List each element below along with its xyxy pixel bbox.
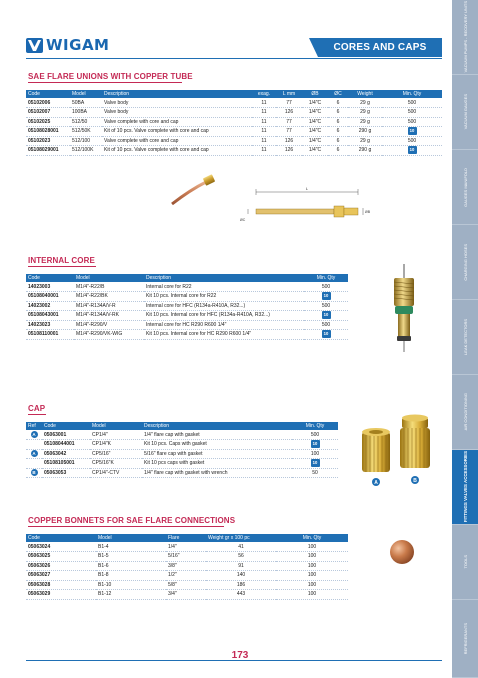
copper-bonnet-photo [384, 534, 420, 570]
col-code: Code [26, 90, 70, 98]
ref-a-label: A [374, 480, 378, 486]
cap-a-image [362, 428, 390, 472]
sidebar-item-air-conditioning[interactable] [452, 375, 478, 450]
table-row: 05102025 512/50 Valve complete with core and cap 11 77 1/4"C 6 29 g 500 [26, 117, 442, 127]
section-rule [28, 414, 46, 415]
section-rule [28, 82, 182, 83]
table-row: 05108043001 M1/4"-R134A/V-RK Kit 10 pcs. Internal core for HFC (R134a-R410A, R32...) 10 [26, 311, 348, 321]
valve-drawing [238, 180, 388, 240]
internal-core-title: INTERNAL CORE [28, 256, 95, 265]
col-length: L mm [276, 90, 302, 98]
kit-qty-badge: 10 [322, 330, 331, 338]
sidebar-item-charging-hoses[interactable] [452, 225, 478, 300]
page-title: CORES AND CAPS [318, 38, 442, 57]
table-row: 14023002 M1/4"-R134A/V-R Internal core for HFC (R134a-R410A, R32...) 500 [26, 301, 348, 311]
section-rule [28, 266, 96, 267]
col-min-qty: Min. Qty [292, 422, 338, 430]
table-header-row [26, 274, 348, 282]
kit-qty-badge: 10 [408, 146, 417, 154]
ref-badge: A [32, 432, 36, 437]
col-min-qty: Min. Qty [304, 274, 348, 282]
table-row: 05102007 100BA Valve body 11 126 1/4"C 6 29 g 500 [26, 108, 442, 118]
table-row: A 05063042 CP5/16" 5/16" flare cap with gasket 100 [26, 449, 338, 459]
table-header-row [26, 422, 338, 430]
col-min-qty: Min. Qty [382, 90, 442, 98]
table-row: 05102006 50BA Valve body 11 77 1/4"C 6 29 g 500 [26, 98, 442, 108]
valve-core-photo [384, 262, 424, 354]
table-row: 14023023 M1/4"-R290/V Internal core for HC R290 R600 1/4" 500 [26, 320, 348, 330]
col-diam-c: ØC [328, 90, 348, 98]
sidebar-item-label: VACUUM PUMPS - RECOVERY UNITS [462, 1, 468, 73]
kit-qty-badge: 10 [408, 127, 417, 135]
col-diam-b: ØB [302, 90, 328, 98]
col-exag: exag. [252, 90, 276, 98]
sidebar-item-label: TOOLS [462, 555, 468, 569]
kit-qty-badge: 10 [322, 311, 331, 319]
wigam-logo-icon [26, 38, 43, 53]
brand-name: WIGAM [46, 36, 110, 54]
col-model: Model [74, 274, 144, 282]
col-code: Code [26, 534, 96, 542]
bonnets-table [26, 534, 348, 600]
cap-table [26, 422, 338, 478]
col-description: Description [144, 274, 304, 282]
sidebar-item-fittings[interactable] [452, 450, 478, 525]
internal-core-table [26, 274, 348, 340]
drawing-nut [334, 206, 344, 217]
copper-bonnet [390, 540, 414, 564]
table-row: 14023003 M1/4"-R22/B Internal core for R22 500 [26, 282, 348, 292]
header-divider [26, 58, 442, 59]
drawing-valve-body [344, 208, 358, 215]
table-row: A 05063001 CP1/4" 1/4" flare cap with gasket 500 [26, 430, 338, 440]
table-row: 05063026 B1-6 3/8" 91 100 [26, 561, 348, 571]
table-row: 05108028001 512/50K Kit of 10 pcs. Valve complete with core and cap 11 77 1/4"C 6 290 g 10 [26, 127, 442, 137]
sidebar-item-label: FITTINGS VALVES ACCESSORIES [462, 451, 468, 523]
sidebar-item-label: REFRIGERANTS [462, 622, 468, 655]
col-weight: Weight gr x 100 pc [206, 534, 276, 542]
table-row: 05102023 512/100 Valve complete with core and cap 11 126 1/4"C 6 29 g 500 [26, 136, 442, 146]
col-flare: Flare [166, 534, 206, 542]
col-min-qty: Min. Qty [276, 534, 348, 542]
kit-qty-badge: 10 [311, 440, 320, 448]
table-row: 05063025 B1-5 5/16" 56 100 [26, 552, 348, 562]
sae-unions-table [26, 90, 442, 156]
drawing-tube [256, 209, 334, 214]
col-code: Code [42, 422, 90, 430]
table-row: 05063027 B1-8 1/2" 140 100 [26, 571, 348, 581]
copper-tube-photo [170, 174, 218, 206]
sidebar-item-label: VACUUM GAUGES [462, 94, 468, 130]
core-lower-body [398, 314, 410, 336]
sidebar-item-label: GAUGES MANIFOLD [462, 167, 468, 207]
table-row: 05108105001 CP5/16"K Kit 10 pcs caps with gasket 10 [26, 459, 338, 469]
sidebar-item-refrigerants[interactable] [452, 600, 478, 678]
table-row: 05108029001 512/100K Kit of 10 pcs. Valve complete with core and cap 11 126 1/4"C 6 290 g 10 [26, 146, 442, 156]
sidebar-item-label: AIR CONDITIONING [462, 393, 468, 431]
section-rule [28, 526, 224, 527]
section-index-sidebar [452, 0, 478, 678]
col-weight: Weight [348, 90, 382, 98]
sae-unions-title: SAE FLARE UNIONS WITH COPPER TUBE [28, 72, 193, 81]
dim-c-label: ØC [240, 218, 246, 222]
col-ref: Ref [26, 422, 42, 430]
core-rubber-seal [397, 336, 411, 341]
table-row: 05063028 B1-10 5/8" 186 100 [26, 580, 348, 590]
sidebar-item-tools[interactable] [452, 525, 478, 600]
ref-b-label: B [413, 478, 417, 484]
table-row: 05063029 B1-12 3/4" 443 100 [26, 590, 348, 600]
col-model: Model [70, 90, 102, 98]
col-description: Description [102, 90, 252, 98]
table-row: 05108110001 M1/4"-R290/VK-WIG Kit 10 pcs. Internal core for HC R290 R600 1/4" 10 [26, 330, 348, 340]
sidebar-item-label: CHARGING HOSES [462, 243, 468, 281]
bonnets-title: COPPER BONNETS FOR SAE FLARE CONNECTIONS [28, 516, 236, 525]
sidebar-item-vacuum-pumps[interactable] [452, 0, 478, 75]
page-number: 173 [231, 650, 249, 661]
sidebar-item-label: LEAK DETECTORS [462, 319, 468, 355]
sidebar-item-leak-detectors[interactable] [452, 300, 478, 375]
col-model: Model [90, 422, 142, 430]
ref-badge: A [32, 451, 36, 457]
cap-b-image [400, 415, 430, 469]
col-model: Model [96, 534, 166, 542]
kit-qty-badge: 10 [322, 292, 331, 300]
copper-tube [172, 182, 206, 204]
ref-badge: B [32, 470, 36, 476]
table-row: 05108040001 M1/4"-R22/BK Kit 10 pcs. Internal core for R22 10 [26, 292, 348, 302]
core-green-seal [395, 306, 413, 314]
table-row: 05063024 B1-4 1/4" 41 100 [26, 542, 348, 552]
kit-qty-badge: 10 [311, 459, 320, 467]
table-header-row [26, 90, 442, 98]
table-header-row [26, 534, 348, 542]
dim-b-label: ØB [365, 210, 371, 214]
dim-l-label: L [305, 186, 309, 191]
brand-logo [26, 36, 109, 54]
table-row: B 05063053 CP1/4"-CTV 1/4" flare cap with gasket with wrench 50 [26, 468, 338, 478]
caps-photo [356, 400, 438, 492]
table-row: 05108044001 CP1/4"K Kit 10 pcs. Caps with gasket 10 [26, 440, 338, 450]
col-description: Description [142, 422, 292, 430]
sidebar-item-gauges-manifold[interactable] [452, 150, 478, 225]
cap-title: CAP [28, 404, 46, 413]
col-code: Code [26, 274, 74, 282]
sidebar-item-vacuum-gauges[interactable] [452, 75, 478, 150]
